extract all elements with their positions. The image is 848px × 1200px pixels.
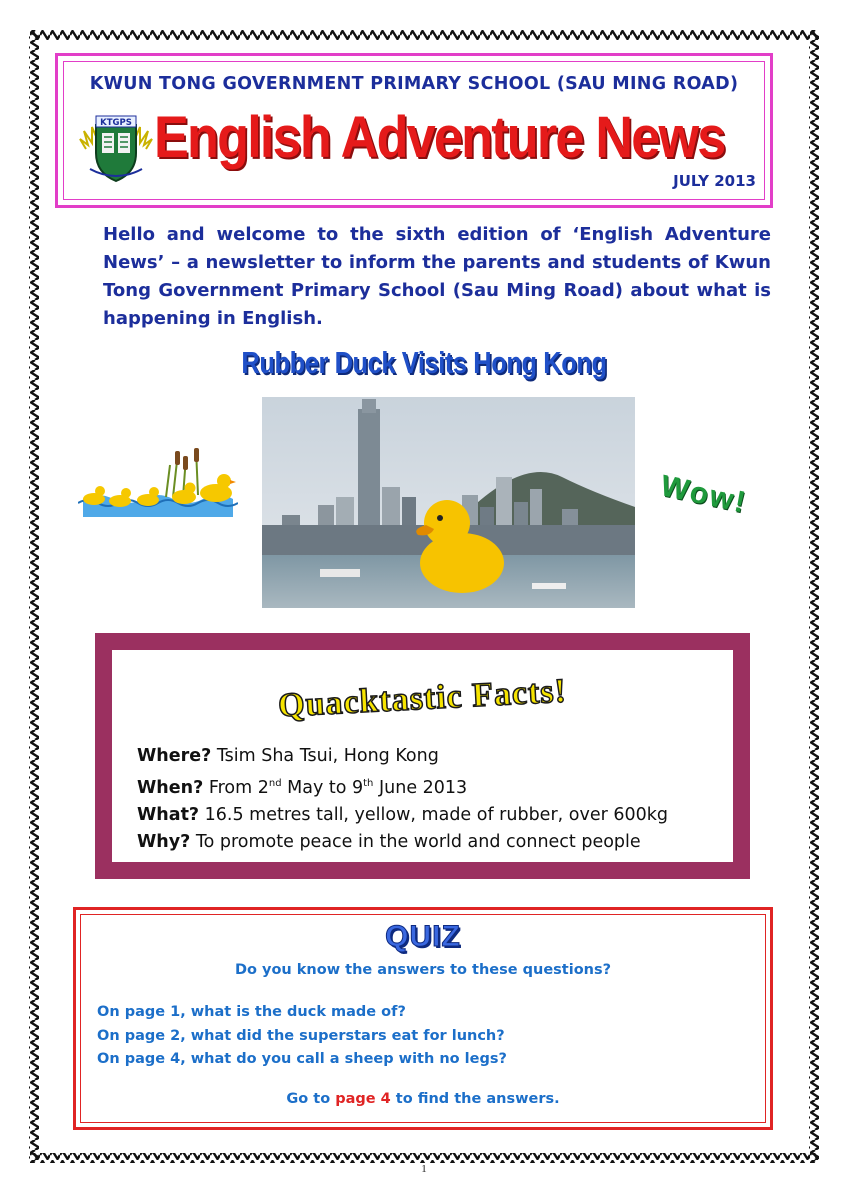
facts-heading: Quacktastic Facts! — [277, 672, 568, 725]
quiz-questions — [97, 1001, 507, 1072]
facts-inner — [112, 650, 733, 862]
fact-where — [137, 743, 668, 770]
ducks-illustration — [78, 447, 238, 519]
masthead-title: English Adventure News — [154, 105, 725, 170]
facts-list — [137, 743, 668, 856]
quiz-answer-text: to find the answers. — [390, 1091, 560, 1107]
fact-text: May to 9 — [281, 777, 364, 798]
fact-text: June 2013 — [373, 777, 468, 798]
wow-exclamation: Wow! — [657, 469, 751, 520]
masthead-box — [55, 53, 773, 208]
fact-when — [137, 770, 668, 802]
quiz-prompt: Do you know the answers to these questions? — [234, 962, 612, 978]
intro-paragraph: Hello and welcome to the sixth edition of ‘English Adventure News’ – a newsletter to inform the parents and students of Kwun Tong Government Primary School (Sau Ming Road) about what is happening in English. — [103, 224, 771, 329]
fact-superscript: nd — [268, 778, 282, 789]
fact-text: From 2 — [203, 777, 269, 798]
quiz-question: On page 1, what is the duck made of? — [97, 1004, 406, 1020]
fact-label: What? — [137, 804, 200, 825]
page-number: 1 — [421, 1163, 427, 1175]
quiz-question: On page 4, what do you call a sheep with no legs? — [97, 1051, 507, 1067]
fact-text: Tsim Sha Tsui, Hong Kong — [211, 746, 439, 766]
quiz-answer-page-link[interactable]: page 4 — [335, 1091, 391, 1107]
rubber-duck-photo — [262, 397, 635, 608]
article-title: Rubber Duck Visits Hong Kong — [241, 345, 607, 380]
quiz-title: QUIZ — [385, 920, 461, 953]
fact-label: Why? — [137, 831, 191, 852]
fact-label: Where? — [137, 746, 212, 766]
fact-text: To promote peace in the world and connect people — [190, 831, 641, 852]
quiz-question: On page 2, what did the superstars eat for lunch? — [97, 1027, 505, 1044]
fact-text: 16.5 metres tall, yellow, made of rubber, over 600kg — [199, 804, 669, 825]
school-logo — [76, 109, 156, 187]
logo-text: KTGPS — [100, 118, 132, 128]
issue-date: JULY 2013 — [673, 172, 756, 190]
facts-box — [95, 633, 750, 879]
fact-why — [137, 829, 668, 856]
fact-label: When? — [137, 777, 204, 798]
fact-superscript: th — [363, 778, 374, 789]
quiz-box — [73, 907, 773, 1130]
quiz-answer-line — [76, 1091, 770, 1107]
school-name: KWUN TONG GOVERNMENT PRIMARY SCHOOL (SAU MING ROAD) — [89, 74, 739, 94]
quiz-answer-text: Go to — [286, 1091, 336, 1107]
fact-what — [137, 802, 668, 829]
